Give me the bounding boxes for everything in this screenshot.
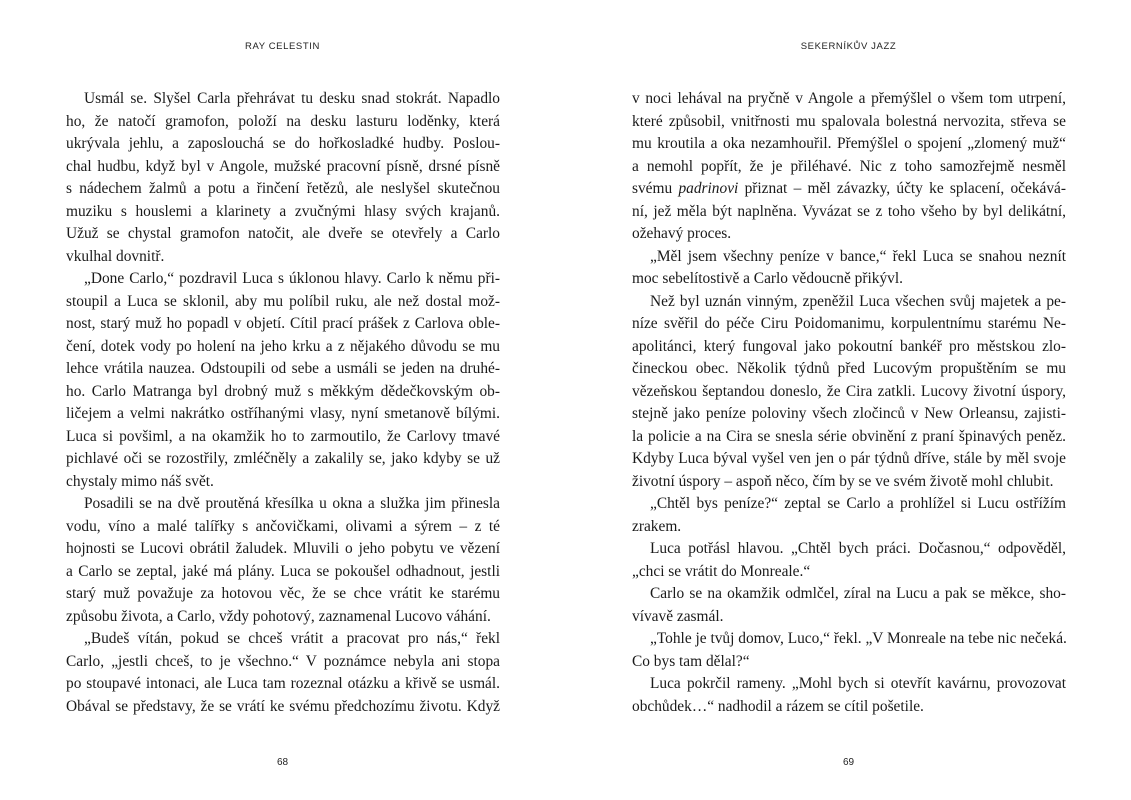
text-line: chal hudbu, když byl v Angole, mužské pracovní písně, drsné písně xyxy=(66,157,500,175)
text-line: „Done Carlo,“ pozdravil Luca s úklonou hlavy. Carlo k němu při- xyxy=(84,270,500,287)
text-line: Než byl uznán vinným, zpeněžil Luca všechen svůj majetek a pe- xyxy=(650,292,1066,310)
text-line: ožehavý proces. xyxy=(632,225,732,242)
italic-word: padrinovi xyxy=(678,180,739,197)
text-line: chystaly mimo náš svět. xyxy=(66,472,214,490)
text-line: lehce vrátila nauzea. Odstoupili od sebe a usmáli se jeden na druhé- xyxy=(66,360,500,377)
text-line: ní, jež měla být naplněna. Vyvázat se z toho všeho by byl delikátní, xyxy=(632,202,1066,220)
right-page-text xyxy=(632,88,1066,718)
text-line: životní úspory – aspoň něco, čím by se ve svém životě mohl chlubit. xyxy=(632,472,1054,490)
page-number-left: 68 xyxy=(276,757,289,768)
text-line: „Tohle je tvůj domov, Luco,“ řekl. „V Monreale na tebe nic nečeká. xyxy=(650,630,1067,647)
text-line: vodu, víno a malé talířky s ančovičkami, olivami a sýrem – z té xyxy=(66,517,500,535)
text-line: hojnosti se Lucovi obrátil žaludek. Mluvili o jeho pobytu ve vězení xyxy=(66,540,500,557)
text-line: Užuž se chystal gramofon natočit, ale dveře se otevřely a Carlo xyxy=(66,225,500,242)
text-line: po stoupavé intonaci, ale Luca tam rozeznal otázku a křivě se usmál. xyxy=(66,675,500,692)
running-head-author: RAY CELESTIN xyxy=(245,41,320,52)
text-line: které způsobil, vnitřnosti mu spalovala bolestná nervozita, střeva se xyxy=(632,112,1066,130)
text-line: v noci lehával na pryčně v Angole a přemýšlel o všem tom utrpení, xyxy=(632,90,1066,107)
text-line: moc sebelítostivě a Carlo vědoucně přikývl. xyxy=(632,270,903,287)
text-line: a nemohl popřít, že je přiléhavé. Nic z toho samozřejmě nesměl xyxy=(632,157,1066,175)
text-line: Usmál se. Slyšel Carla přehrávat tu desku snad stokrát. Napadlo xyxy=(84,90,500,107)
text-line: ho, že natočí gramofon, položí na desku lasturu loděnky, která xyxy=(66,112,500,130)
text-line: vkulhal dovnitř. xyxy=(66,247,165,265)
page-number-right: 69 xyxy=(842,757,855,768)
text-line: Obával se představy, že se vrátí ke svému předchozímu životu. Když xyxy=(66,697,500,715)
text-line: pichlavé oči se rozostřily, zmléčněly a zakalily se, jako kdyby se už xyxy=(66,450,500,467)
text-line: „Chtěl bys peníze?“ zeptal se Carlo a prohlížel si Lucu ostřížím xyxy=(650,495,1066,512)
text-line: muziku s houslemi a klarinety a zvučnými hlasy svých krajanů. xyxy=(66,202,500,220)
text-line: ho. Carlo Matranga byl drobný muž s měkkým dědečkovským ob- xyxy=(66,382,500,400)
text-line: s nádechem žalmů a potu a řinčení řetězů, ale neslyšel skutečnou xyxy=(66,180,500,197)
text-line: apolitánci, který fungoval jako pokoutní bankéř pro městskou zlo- xyxy=(632,337,1066,355)
text-line: starý muž považuje za hotovou věc, že se chce vrátit ke starému xyxy=(66,585,500,602)
text-line: stejně jako peníze poloviny všech zločinců v New Orleansu, zajisti- xyxy=(632,405,1066,422)
text-line: čení, dotek vody po holení na jeho krku a z nějakého důvodu se mu xyxy=(66,337,500,355)
text-line: „Měl jsem všechny peníze v bance,“ řekl Luca se snahou neznít xyxy=(650,247,1066,265)
right-page xyxy=(566,0,1131,800)
text-line: čineckou obec. Několik týdnů před Lucovým propuštěním se mu xyxy=(632,360,1066,377)
text-line: Kdyby Luca býval vyšel ven jen o pár týdnů dříve, stále by měl svoje xyxy=(632,450,1066,467)
text-line: „Budeš vítán, pokud se chceš vrátit a pracovat pro nás,“ řekl xyxy=(84,630,500,647)
text-line: a Carlo se zeptal, jaké má plány. Luca se pokoušel odhadnout, jestli xyxy=(66,562,500,580)
text-line: Carlo se na okamžik odmlčel, zíral na Lucu a pak se měkce, sho- xyxy=(650,585,1066,602)
text-line: nost, starý muž ho popadl v objetí. Cítil prací prášek z Carlova oble- xyxy=(66,315,500,332)
text-line: la policie a na Cira se snesla série obvinění z praní špinavých peněz. xyxy=(632,427,1066,445)
text-line: Luca potřásl hlavou. „Chtěl bych práci. Dočasnou,“ odpověděl, xyxy=(650,540,1066,557)
text-line: ukrývala jehlu, a zaposlouchá se do hořkosladké hudby. Poslou- xyxy=(66,135,500,152)
text-line: Co bys tam dělal?“ xyxy=(632,652,750,670)
running-head-title: SEKERNÍKŮV JAZZ xyxy=(800,41,897,52)
text-line: Luca pokrčil rameny. „Mohl bych si otevřít kavárnu, provozovat xyxy=(650,675,1066,692)
text-line: stoupil a Luca se sklonil, aby mu políbil ruku, ale než dostal mož- xyxy=(66,292,500,310)
text-line: způsobu života, a Carlo, vždy pohotový, zaznamenal Lucovo váhání. xyxy=(66,607,491,625)
text-line: vívavě zasmál. xyxy=(632,607,724,625)
text-line: Carlo, „jestli chceš, to je všechno.“ V poznámce nebyla ani stopa xyxy=(66,652,500,670)
left-page-text xyxy=(66,88,500,718)
text-line: „chci se vrátit do Monreale.“ xyxy=(632,562,811,580)
text-line: vězeňskou šeptandou doneslo, že Cira zatkli. Lucovy životní úspory, xyxy=(632,382,1066,400)
text-line: Luca si povšiml, a na okamžik ho to zarmoutilo, že Carlovy tmavé xyxy=(66,427,500,445)
text-line: zrakem. xyxy=(632,517,682,535)
left-page xyxy=(0,0,565,800)
text-line: obchůdek…“ nadhodil a rázem se cítil pošetile. xyxy=(632,697,924,715)
text-line: svému padrinovi přiznat – měl závazky, účty ke splacení, očekává- xyxy=(632,180,1066,197)
text-line: mu kroutila a oka nezamhouřil. Přemýšlel o spojení „zlomený muž“ xyxy=(632,135,1066,152)
text-line: Posadili se na dvě proutěná křesílka u okna a služka jim přinesla xyxy=(84,495,500,512)
text-line: níze svěřil do péče Ciru Poidomanimu, korpulentnímu starému Ne- xyxy=(632,315,1066,332)
text-line: ličejem a velmi nakrátko ostříhanými vlasy, nyní smetanově bílými. xyxy=(66,405,500,422)
